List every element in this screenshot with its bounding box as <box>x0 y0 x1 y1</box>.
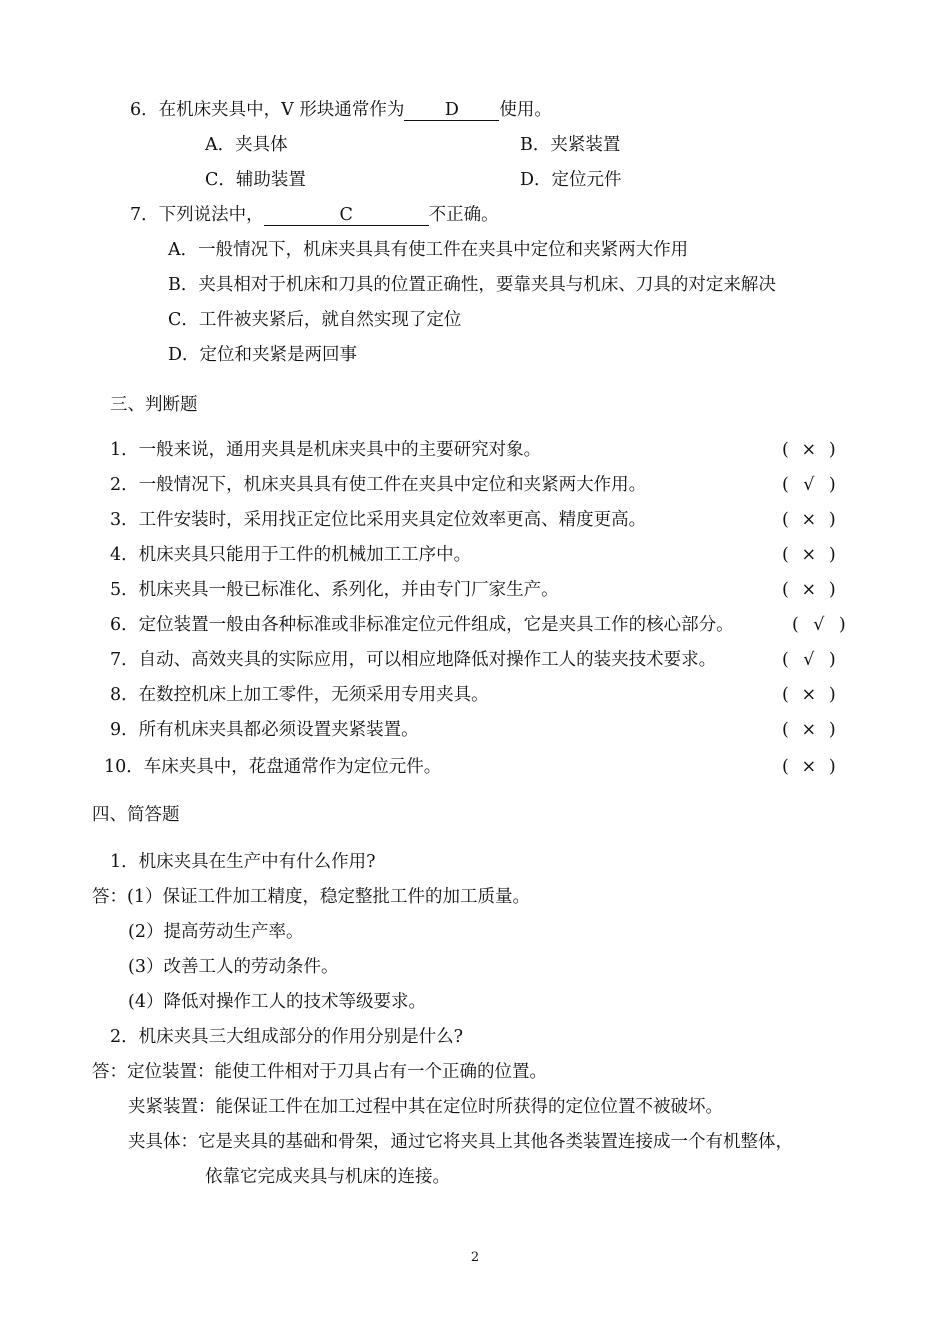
tf-text: 车床夹具中，花盘通常作为定位元件。 <box>143 757 442 777</box>
tf-item-3 <box>110 508 646 532</box>
q7-stem <box>130 203 499 227</box>
tf-mark: √ <box>803 650 815 670</box>
q7-option-b: B．夹具相对于机床和刀具的位置正确性，要靠夹具与机床、刀具的对定来解决 <box>168 275 776 295</box>
tf-num: 6． <box>110 615 139 635</box>
q7-stem-tail: 不正确。 <box>428 205 499 225</box>
tf-text: 机床夹具只能用于工件的机械加工工序中。 <box>138 545 472 565</box>
tf-text: 定位装置一般由各种标准或非标准定位元件组成，它是夹具工作的核心部分。 <box>138 615 734 635</box>
tf-text: 在数控机床上加工零件，无须采用专用夹具。 <box>138 685 489 705</box>
tf-answer-10[interactable]: ( × ) <box>782 757 836 777</box>
q6-answer: D <box>444 100 459 120</box>
q6-option-d: D．定位元件 <box>520 170 622 190</box>
tf-mark: × <box>801 757 817 777</box>
tf-text: 一般情况下，机床夹具具有使工件在夹具中定位和夹紧两大作用。 <box>138 475 647 495</box>
tf-answer-7[interactable]: ( √ ) <box>782 650 836 670</box>
tf-mark: × <box>801 440 817 460</box>
tf-item-8 <box>110 683 489 707</box>
sa-answer-2-line-3: 夹具体：它是夹具的基础和骨架，通过它将夹具上其他各类装置连接成一个有机整体， <box>128 1132 793 1152</box>
tf-item-6 <box>110 613 734 637</box>
sa-answer-2-line-2: 夹紧装置：能保证工件在加工过程中其在定位时所获得的定位位置不被破坏。 <box>128 1097 723 1117</box>
q6-number: 6． <box>130 100 159 120</box>
tf-mark: × <box>801 510 817 530</box>
tf-mark: × <box>801 545 817 565</box>
tf-text: 自动、高效夹具的实际应用，可以相应地降低对操作工人的装夹技术要求。 <box>138 650 717 670</box>
tf-num: 10． <box>104 757 144 777</box>
q6-option-a: A．夹具体 <box>205 135 288 155</box>
tf-answer-9[interactable]: ( × ) <box>782 720 836 740</box>
tf-mark: √ <box>813 615 825 635</box>
q6-option-b: B．夹紧装置 <box>520 135 621 155</box>
tf-answer-3[interactable]: ( × ) <box>782 510 836 530</box>
tf-text: 所有机床夹具都必须设置夹紧装置。 <box>138 720 419 740</box>
q7-answer-blank[interactable] <box>264 205 429 226</box>
sa-question-1: 1．机床夹具在生产中有什么作用? <box>110 852 376 872</box>
q6-option-c: C．辅助装置 <box>205 170 306 190</box>
q7-option-d: D．定位和夹紧是两回事 <box>168 345 358 365</box>
q6-answer-blank[interactable] <box>404 100 499 121</box>
q6-stem-text: 在机床夹具中，V 形块通常作为 <box>158 100 405 120</box>
tf-text: 一般来说，通用夹具是机床夹具中的主要研究对象。 <box>138 440 542 460</box>
tf-mark: × <box>801 580 817 600</box>
tf-item-5 <box>110 578 559 602</box>
page-number: 2 <box>470 1250 480 1265</box>
q7-stem-text: 下列说法中， <box>158 205 264 225</box>
tf-item-7 <box>110 648 716 672</box>
section4-title: 四、简答题 <box>92 805 180 825</box>
sa-answer-1-line-3: (3）改善工人的劳动条件。 <box>128 957 339 977</box>
tf-text: 工件安装时，采用找正定位比采用夹具定位效率更高、精度更高。 <box>138 510 647 530</box>
tf-answer-2[interactable]: ( √ ) <box>782 475 836 495</box>
tf-num: 8． <box>110 685 139 705</box>
sa-question-2: 2．机床夹具三大组成部分的作用分别是什么? <box>110 1027 464 1047</box>
q7-option-a: A．一般情况下，机床夹具具有使工件在夹具中定位和夹紧两大作用 <box>168 240 689 260</box>
tf-num: 7． <box>110 650 139 670</box>
q6-stem-tail: 使用。 <box>499 100 552 120</box>
tf-item-9 <box>110 718 419 742</box>
sa-answer-1-line-4: (4）降低对操作工人的技术等级要求。 <box>128 992 426 1012</box>
tf-num: 5． <box>110 580 139 600</box>
sa-answer-1-line-2: (2）提高劳动生产率。 <box>128 922 304 942</box>
tf-item-4 <box>110 543 471 567</box>
tf-answer-5[interactable]: ( × ) <box>782 580 836 600</box>
q7-number: 7． <box>130 205 159 225</box>
tf-answer-4[interactable]: ( × ) <box>782 545 836 565</box>
q6-stem <box>130 98 552 122</box>
tf-mark: √ <box>803 475 815 495</box>
tf-text: 机床夹具一般已标准化、系列化，并由专门厂家生产。 <box>138 580 559 600</box>
tf-num: 9． <box>110 720 139 740</box>
sa-answer-2-line-4: 依靠它完成夹具与机床的连接。 <box>205 1167 450 1187</box>
tf-num: 3． <box>110 510 139 530</box>
tf-num: 2． <box>110 475 139 495</box>
tf-item-10 <box>104 755 441 779</box>
tf-mark: × <box>801 685 817 705</box>
tf-item-2 <box>110 473 646 497</box>
tf-answer-1[interactable]: ( × ) <box>782 440 836 460</box>
tf-answer-8[interactable]: ( × ) <box>782 685 836 705</box>
tf-num: 1． <box>110 440 139 460</box>
tf-mark: × <box>801 720 817 740</box>
tf-item-1 <box>110 438 541 462</box>
sa-answer-2-line-1: 答：定位装置：能使工件相对于刀具占有一个正确的位置。 <box>92 1062 547 1082</box>
sa-answer-1-line-1: 答：(1）保证工件加工精度，稳定整批工件的加工质量。 <box>92 887 530 907</box>
q7-answer: C <box>339 205 353 225</box>
tf-num: 4． <box>110 545 139 565</box>
section3-title: 三、判断题 <box>110 395 198 415</box>
tf-answer-6[interactable]: ( √ ) <box>792 615 846 635</box>
q7-option-c: C．工件被夹紧后，就自然实现了定位 <box>168 310 462 330</box>
